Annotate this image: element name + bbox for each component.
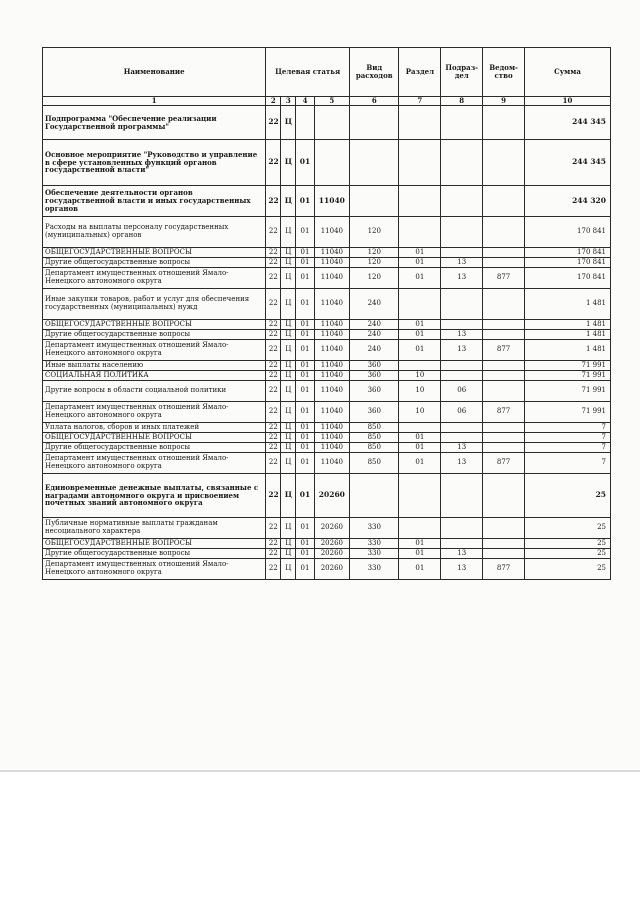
header-dept: Ведом- ство <box>483 48 525 97</box>
header-target: Целевая статья <box>266 48 350 97</box>
table-row <box>43 433 611 443</box>
col-number: 10 <box>525 97 611 106</box>
row-code-c9 <box>483 106 525 140</box>
row-code-c8 <box>441 248 483 258</box>
column-number-row <box>43 97 611 106</box>
col-number: 9 <box>483 97 525 106</box>
row-code-c5: 11040 <box>314 330 349 340</box>
row-code-c8: 13 <box>441 340 483 361</box>
row-name: Департамент имущественных отношений Ямало-Ненецкого автономного округа <box>43 453 266 474</box>
row-sum: 25 <box>525 474 611 518</box>
row-code-c4: 01 <box>296 258 314 268</box>
row-code-c4: 01 <box>296 289 314 320</box>
row-code-c2: 22 <box>266 443 281 453</box>
row-code-c7: 01 <box>399 559 441 580</box>
row-code-c8 <box>441 106 483 140</box>
row-code-c3: Ц <box>281 106 296 140</box>
row-code-c9 <box>483 330 525 340</box>
row-name: Уплата налогов, сборов и иных платежей <box>43 423 266 433</box>
row-code-c7: 01 <box>399 248 441 258</box>
row-code-c7: 01 <box>399 433 441 443</box>
row-name: Иные выплаты населению <box>43 361 266 371</box>
row-code-c2: 22 <box>266 330 281 340</box>
row-code-c6: 850 <box>350 423 399 433</box>
row-code-c9 <box>483 320 525 330</box>
row-sum: 170 841 <box>525 258 611 268</box>
row-code-c2: 22 <box>266 433 281 443</box>
row-code-c9 <box>483 433 525 443</box>
row-sum: 71 991 <box>525 402 611 423</box>
row-code-c9 <box>483 371 525 381</box>
row-code-c6 <box>350 106 399 140</box>
row-code-c5: 11040 <box>314 361 349 371</box>
row-name: Расходы на выплаты персоналу государственных (муниципальных) органов <box>43 217 266 248</box>
table-row <box>43 381 611 402</box>
row-code-c3: Ц <box>281 330 296 340</box>
row-code-c6: 360 <box>350 371 399 381</box>
row-code-c9 <box>483 361 525 371</box>
row-code-c5: 11040 <box>314 258 349 268</box>
row-code-c9 <box>483 539 525 549</box>
col-number: 5 <box>314 97 349 106</box>
row-name: Другие общегосударственные вопросы <box>43 549 266 559</box>
row-code-c6: 330 <box>350 549 399 559</box>
row-code-c5 <box>314 140 349 186</box>
row-code-c2: 22 <box>266 559 281 580</box>
row-sum: 170 841 <box>525 268 611 289</box>
row-code-c9: 877 <box>483 268 525 289</box>
row-code-c5: 20260 <box>314 474 349 518</box>
row-code-c7 <box>399 106 441 140</box>
row-sum: 7 <box>525 453 611 474</box>
col-number: 8 <box>441 97 483 106</box>
table-row <box>43 258 611 268</box>
row-code-c5: 11040 <box>314 443 349 453</box>
row-code-c3: Ц <box>281 549 296 559</box>
row-code-c5: 11040 <box>314 248 349 258</box>
row-sum: 25 <box>525 539 611 549</box>
row-code-c8: 06 <box>441 381 483 402</box>
row-name: СОЦИАЛЬНАЯ ПОЛИТИКА <box>43 371 266 381</box>
row-code-c4: 01 <box>296 140 314 186</box>
row-code-c3: Ц <box>281 340 296 361</box>
table-row <box>43 106 611 140</box>
table-row <box>43 289 611 320</box>
row-code-c9 <box>483 518 525 539</box>
row-code-c3: Ц <box>281 371 296 381</box>
row-code-c2: 22 <box>266 549 281 559</box>
row-code-c9 <box>483 443 525 453</box>
row-sum: 1 481 <box>525 289 611 320</box>
row-code-c7 <box>399 289 441 320</box>
table-row <box>43 402 611 423</box>
row-code-c5: 11040 <box>314 423 349 433</box>
row-sum: 1 481 <box>525 340 611 361</box>
row-name: Департамент имущественных отношений Ямало-Ненецкого автономного округа <box>43 559 266 580</box>
table-row <box>43 361 611 371</box>
row-code-c9: 877 <box>483 402 525 423</box>
row-code-c6: 120 <box>350 248 399 258</box>
row-code-c8 <box>441 433 483 443</box>
row-code-c2: 22 <box>266 453 281 474</box>
row-code-c7: 01 <box>399 443 441 453</box>
row-code-c2: 22 <box>266 474 281 518</box>
budget-table <box>42 47 611 580</box>
row-code-c4: 01 <box>296 371 314 381</box>
row-code-c6: 120 <box>350 268 399 289</box>
row-sum: 244 345 <box>525 140 611 186</box>
table-row <box>43 217 611 248</box>
row-sum: 244 320 <box>525 186 611 217</box>
header-expense: Вид расходов <box>350 48 399 97</box>
row-code-c4: 01 <box>296 217 314 248</box>
col-number: 3 <box>281 97 296 106</box>
col-number: 2 <box>266 97 281 106</box>
row-code-c4: 01 <box>296 423 314 433</box>
row-code-c8 <box>441 423 483 433</box>
row-code-c9: 877 <box>483 340 525 361</box>
header-section: Раздел <box>399 48 441 97</box>
row-code-c7 <box>399 361 441 371</box>
row-code-c8: 13 <box>441 549 483 559</box>
row-code-c8 <box>441 371 483 381</box>
table-row <box>43 140 611 186</box>
row-code-c3: Ц <box>281 248 296 258</box>
row-sum: 1 481 <box>525 320 611 330</box>
row-code-c3: Ц <box>281 402 296 423</box>
row-name: Департамент имущественных отношений Ямало-Ненецкого автономного округа <box>43 340 266 361</box>
table-row <box>43 186 611 217</box>
row-code-c3: Ц <box>281 453 296 474</box>
row-code-c4: 01 <box>296 559 314 580</box>
row-code-c2: 22 <box>266 106 281 140</box>
row-code-c5: 11040 <box>314 402 349 423</box>
col-number: 4 <box>296 97 314 106</box>
row-code-c6: 360 <box>350 381 399 402</box>
row-code-c5: 20260 <box>314 518 349 539</box>
row-code-c3: Ц <box>281 217 296 248</box>
row-code-c7 <box>399 140 441 186</box>
row-code-c7 <box>399 423 441 433</box>
row-code-c9 <box>483 289 525 320</box>
row-code-c5: 11040 <box>314 381 349 402</box>
row-code-c9: 877 <box>483 559 525 580</box>
row-sum: 71 991 <box>525 361 611 371</box>
row-code-c2: 22 <box>266 268 281 289</box>
row-code-c4: 01 <box>296 330 314 340</box>
row-code-c7: 01 <box>399 340 441 361</box>
row-code-c2: 22 <box>266 320 281 330</box>
row-code-c2: 22 <box>266 289 281 320</box>
row-code-c2: 22 <box>266 217 281 248</box>
row-sum: 244 345 <box>525 106 611 140</box>
row-code-c8: 06 <box>441 402 483 423</box>
table-row <box>43 539 611 549</box>
row-code-c2: 22 <box>266 361 281 371</box>
row-sum: 25 <box>525 549 611 559</box>
row-sum: 170 841 <box>525 217 611 248</box>
row-sum: 25 <box>525 518 611 539</box>
row-code-c5: 11040 <box>314 268 349 289</box>
row-code-c9 <box>483 248 525 258</box>
row-code-c6: 330 <box>350 559 399 580</box>
row-code-c4: 01 <box>296 402 314 423</box>
col-number: 6 <box>350 97 399 106</box>
row-code-c8: 13 <box>441 453 483 474</box>
row-code-c8 <box>441 217 483 248</box>
row-code-c9 <box>483 217 525 248</box>
row-code-c3: Ц <box>281 268 296 289</box>
row-code-c3: Ц <box>281 381 296 402</box>
row-code-c5: 11040 <box>314 371 349 381</box>
row-code-c8 <box>441 361 483 371</box>
row-name: ОБЩЕГОСУДАРСТВЕННЫЕ ВОПРОСЫ <box>43 539 266 549</box>
row-code-c4: 01 <box>296 320 314 330</box>
row-code-c6: 120 <box>350 217 399 248</box>
row-code-c5 <box>314 106 349 140</box>
row-code-c9 <box>483 186 525 217</box>
row-code-c8 <box>441 320 483 330</box>
col-number: 7 <box>399 97 441 106</box>
table-row <box>43 453 611 474</box>
row-code-c6 <box>350 186 399 217</box>
row-sum: 7 <box>525 423 611 433</box>
row-name: Обеспечение деятельности органов государственной власти и иных государственных органов <box>43 186 266 217</box>
row-sum: 25 <box>525 559 611 580</box>
row-code-c7: 01 <box>399 539 441 549</box>
row-code-c7 <box>399 217 441 248</box>
row-code-c4: 01 <box>296 539 314 549</box>
row-code-c6: 330 <box>350 518 399 539</box>
row-code-c6: 240 <box>350 340 399 361</box>
header-subsection: Подраз- дел <box>441 48 483 97</box>
row-code-c3: Ц <box>281 320 296 330</box>
row-code-c6: 360 <box>350 402 399 423</box>
row-code-c3: Ц <box>281 474 296 518</box>
row-code-c5: 20260 <box>314 539 349 549</box>
row-code-c7: 10 <box>399 371 441 381</box>
row-code-c6: 240 <box>350 289 399 320</box>
table-row <box>43 518 611 539</box>
row-code-c8: 13 <box>441 258 483 268</box>
table-body <box>43 106 611 580</box>
row-code-c6: 850 <box>350 433 399 443</box>
row-code-c5: 20260 <box>314 559 349 580</box>
row-code-c3: Ц <box>281 443 296 453</box>
row-code-c9: 877 <box>483 453 525 474</box>
row-name: Департамент имущественных отношений Ямало-Ненецкого автономного округа <box>43 268 266 289</box>
table-row <box>43 268 611 289</box>
row-code-c8: 13 <box>441 268 483 289</box>
row-code-c2: 22 <box>266 381 281 402</box>
row-code-c3: Ц <box>281 361 296 371</box>
row-code-c3: Ц <box>281 433 296 443</box>
row-name: Департамент имущественных отношений Ямало-Ненецкого автономного округа <box>43 402 266 423</box>
row-code-c7: 01 <box>399 453 441 474</box>
col-number: 1 <box>43 97 266 106</box>
row-code-c2: 22 <box>266 140 281 186</box>
row-code-c2: 22 <box>266 340 281 361</box>
row-name: ОБЩЕГОСУДАРСТВЕННЫЕ ВОПРОСЫ <box>43 320 266 330</box>
row-code-c5: 11040 <box>314 217 349 248</box>
row-code-c4: 01 <box>296 433 314 443</box>
table-row <box>43 320 611 330</box>
row-code-c5: 11040 <box>314 320 349 330</box>
row-code-c6: 850 <box>350 443 399 453</box>
row-code-c4: 01 <box>296 549 314 559</box>
header-name: Наименование <box>43 48 266 97</box>
row-code-c6 <box>350 140 399 186</box>
row-name: Другие общегосударственные вопросы <box>43 258 266 268</box>
row-code-c8 <box>441 186 483 217</box>
row-sum: 1 481 <box>525 330 611 340</box>
row-code-c9 <box>483 381 525 402</box>
row-sum: 7 <box>525 433 611 443</box>
row-code-c4: 01 <box>296 186 314 217</box>
row-code-c5: 11040 <box>314 340 349 361</box>
row-code-c7 <box>399 186 441 217</box>
row-code-c8 <box>441 539 483 549</box>
row-code-c7: 10 <box>399 402 441 423</box>
table-row <box>43 549 611 559</box>
row-code-c8: 13 <box>441 330 483 340</box>
row-code-c4: 01 <box>296 443 314 453</box>
row-code-c4: 01 <box>296 268 314 289</box>
row-name: Публичные нормативные выплаты гражданам несоциального характера <box>43 518 266 539</box>
row-name: Единовременные денежные выплаты, связанные с наградами автономного округа и присвоением почетных званий автономного округа <box>43 474 266 518</box>
row-code-c8 <box>441 474 483 518</box>
row-code-c7: 01 <box>399 549 441 559</box>
row-name: Подпрограмма "Обеспечение реализации Государственной программы" <box>43 106 266 140</box>
row-code-c3: Ц <box>281 559 296 580</box>
table-row <box>43 330 611 340</box>
row-code-c9 <box>483 474 525 518</box>
table-row <box>43 423 611 433</box>
header-row <box>43 48 611 97</box>
row-code-c2: 22 <box>266 423 281 433</box>
row-code-c6: 240 <box>350 320 399 330</box>
table-row <box>43 340 611 361</box>
row-code-c3: Ц <box>281 186 296 217</box>
row-code-c8 <box>441 140 483 186</box>
row-code-c2: 22 <box>266 518 281 539</box>
row-code-c8 <box>441 289 483 320</box>
row-code-c4: 01 <box>296 340 314 361</box>
row-code-c9 <box>483 423 525 433</box>
row-code-c9 <box>483 549 525 559</box>
row-code-c7: 01 <box>399 320 441 330</box>
row-name: Другие общегосударственные вопросы <box>43 330 266 340</box>
row-code-c3: Ц <box>281 518 296 539</box>
row-code-c5: 11040 <box>314 453 349 474</box>
row-code-c2: 22 <box>266 371 281 381</box>
row-code-c2: 22 <box>266 248 281 258</box>
row-code-c6: 850 <box>350 453 399 474</box>
row-code-c2: 22 <box>266 258 281 268</box>
row-code-c4: 01 <box>296 381 314 402</box>
row-code-c4: 01 <box>296 518 314 539</box>
row-code-c9 <box>483 140 525 186</box>
row-sum: 71 991 <box>525 371 611 381</box>
row-code-c4: 01 <box>296 248 314 258</box>
row-code-c2: 22 <box>266 539 281 549</box>
row-code-c7: 01 <box>399 268 441 289</box>
row-code-c5: 11040 <box>314 289 349 320</box>
row-code-c4 <box>296 106 314 140</box>
row-code-c7: 10 <box>399 381 441 402</box>
row-code-c4: 01 <box>296 453 314 474</box>
row-code-c5: 11040 <box>314 186 349 217</box>
row-code-c3: Ц <box>281 539 296 549</box>
table-row <box>43 371 611 381</box>
row-code-c4: 01 <box>296 361 314 371</box>
row-name: ОБЩЕГОСУДАРСТВЕННЫЕ ВОПРОСЫ <box>43 433 266 443</box>
row-code-c6: 240 <box>350 330 399 340</box>
row-code-c5: 11040 <box>314 433 349 443</box>
row-code-c6 <box>350 474 399 518</box>
row-code-c9 <box>483 258 525 268</box>
row-code-c3: Ц <box>281 289 296 320</box>
table-row <box>43 559 611 580</box>
row-code-c7: 01 <box>399 330 441 340</box>
row-code-c2: 22 <box>266 186 281 217</box>
row-name: Основное мероприятие "Руководство и управление в сфере установленных функций органов государственной власти" <box>43 140 266 186</box>
row-name: Другие общегосударственные вопросы <box>43 443 266 453</box>
row-code-c3: Ц <box>281 258 296 268</box>
row-name: Другие вопросы в области социальной политики <box>43 381 266 402</box>
row-code-c8: 13 <box>441 443 483 453</box>
row-code-c6: 360 <box>350 361 399 371</box>
row-code-c8 <box>441 518 483 539</box>
table-row <box>43 474 611 518</box>
row-code-c7: 01 <box>399 258 441 268</box>
table-row <box>43 443 611 453</box>
row-sum: 170 841 <box>525 248 611 258</box>
row-code-c6: 330 <box>350 539 399 549</box>
row-code-c4: 01 <box>296 474 314 518</box>
header-sum: Сумма <box>525 48 611 97</box>
row-code-c3: Ц <box>281 140 296 186</box>
row-code-c6: 120 <box>350 258 399 268</box>
row-name: Иные закупки товаров, работ и услуг для обеспечения государственных (муниципальных) нужд <box>43 289 266 320</box>
row-code-c8: 13 <box>441 559 483 580</box>
row-sum: 71 991 <box>525 381 611 402</box>
row-code-c7 <box>399 474 441 518</box>
row-code-c5: 20260 <box>314 549 349 559</box>
row-code-c3: Ц <box>281 423 296 433</box>
row-code-c7 <box>399 518 441 539</box>
row-name: ОБЩЕГОСУДАРСТВЕННЫЕ ВОПРОСЫ <box>43 248 266 258</box>
table-row <box>43 248 611 258</box>
row-code-c2: 22 <box>266 402 281 423</box>
row-sum: 7 <box>525 443 611 453</box>
